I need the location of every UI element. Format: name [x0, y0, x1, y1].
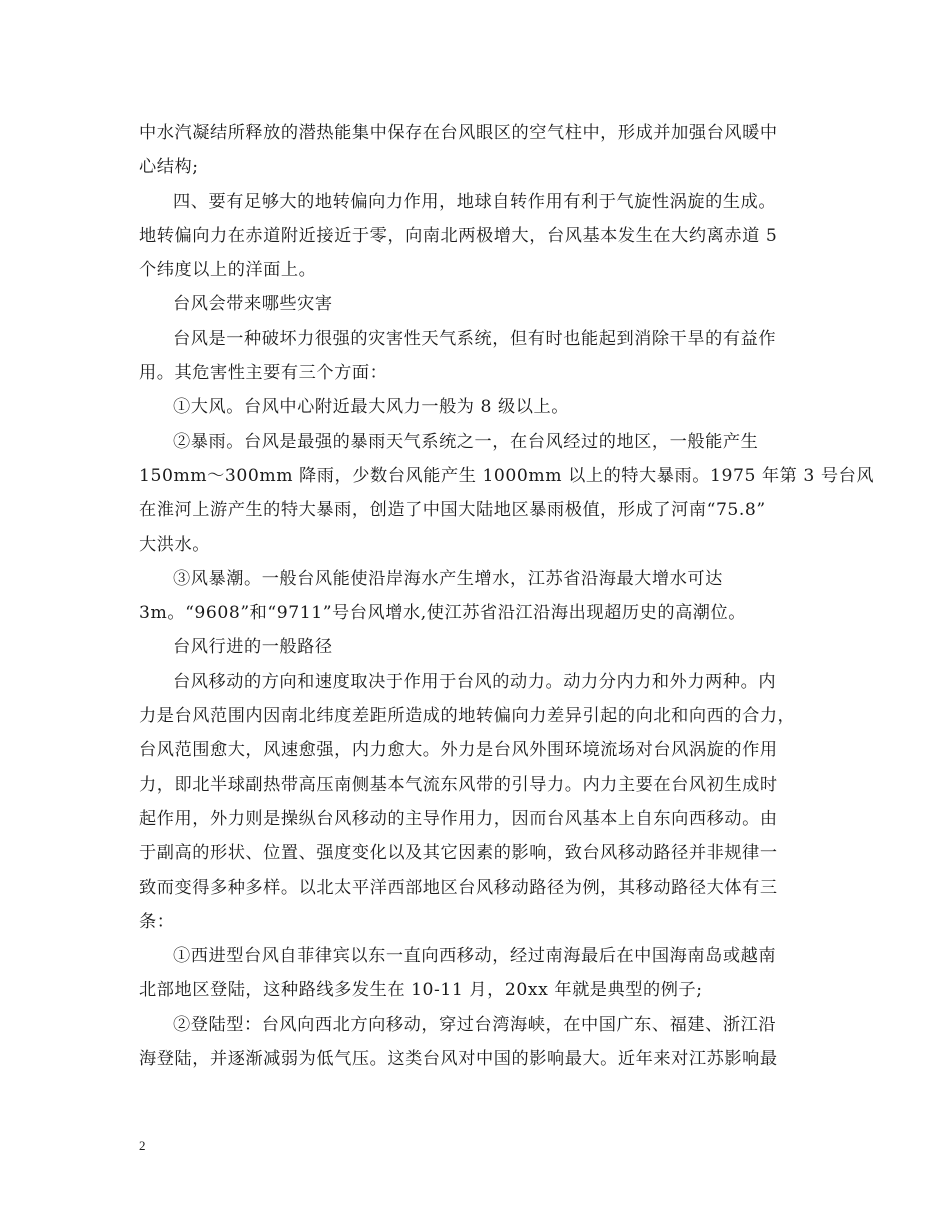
text-line: ②登陆型：台风向西北方向移动，穿过台湾海峡，在中国广东、福建、浙江沿: [173, 1014, 777, 1035]
text-line: 个纬度以上的洋面上。: [139, 260, 317, 281]
page-number: 2: [139, 1138, 146, 1153]
text-line: 于副高的形状、位置、强度变化以及其它因素的影响，致台风移动路径并非规律一: [139, 843, 778, 864]
text-line: 台风移动的方向和速度取决于作用于台风的动力。动力分内力和外力两种。内: [173, 671, 777, 692]
text-line: 起作用，外力则是操纵台风移动的主导作用力，因而台风基本上自东向西移动。由: [139, 808, 778, 829]
body-text: [139, 116, 875, 1076]
text-line: 北部地区登陆，这种路线多发生在 10-11 月，20xx 年就是典型的例子;: [139, 980, 703, 1001]
text-line: ③风暴潮。一般台风能使沿岸海水产生增水，江苏省沿海最大增水可达: [173, 568, 723, 589]
text-line: 海登陆，并逐渐减弱为低气压。这类台风对中国的影响最大。近年来对江苏影响最: [139, 1049, 778, 1070]
text-line: 台风行进的一般路径: [173, 637, 333, 658]
text-line: ①大风。台风中心附近最大风力一般为 8 级以上。: [173, 397, 570, 418]
text-line: 台风是一种破坏力很强的灾害性天气系统，但有时也能起到消除干旱的有益作: [173, 328, 777, 349]
text-line: 力是台风范围内因南北纬度差距所造成的地转偏向力差异引起的向北和向西的合力，: [139, 706, 796, 727]
text-line: ①西进型台风自菲律宾以东一直向西移动，经过南海最后在中国海南岛或越南: [173, 946, 777, 967]
text-line: 地转偏向力在赤道附近接近于零，向南北两极增大，台风基本发生在大约离赤道 5: [139, 225, 778, 246]
text-line: 台风会带来哪些灾害: [173, 294, 333, 315]
text-line: 条：: [139, 911, 175, 932]
text-line: 大洪水。: [139, 534, 210, 555]
text-line: 致而变得多种多样。以北太平洋西部地区台风移动路径为例，其移动路径大体有三: [139, 877, 778, 898]
text-line: 150mm～300mm 降雨，少数台风能产生 1000mm 以上的特大暴雨。1975 年第 3 号台风: [139, 465, 875, 486]
text-line: 在淮河上游产生的特大暴雨，创造了中国大陆地区暴雨极值，形成了河南“75.8”: [139, 500, 766, 521]
text-line: 力，即北半球副热带高压南侧基本气流东风带的引导力。内力主要在台风初生成时: [139, 774, 778, 795]
text-line: 用。其危害性主要有三个方面：: [139, 363, 388, 384]
text-line: 四、要有足够大的地转偏向力作用，地球自转作用有利于气旋性涡旋的生成。: [173, 191, 777, 212]
text-line: ②暴雨。台风是最强的暴雨天气系统之一，在台风经过的地区，一般能产生: [173, 431, 759, 452]
text-line: 心结构;: [139, 157, 199, 178]
text-line: 3m。“9608”和“9711”号台风增水,使江苏省沿江沿海出现超历史的高潮位。: [139, 603, 747, 624]
text-line: 台风范围愈大，风速愈强，内力愈大。外力是台风外围环境流场对台风涡旋的作用: [139, 740, 778, 761]
text-line: 中水汽凝结所释放的潜热能集中保存在台风眼区的空气柱中，形成并加强台风暖中: [139, 123, 778, 143]
